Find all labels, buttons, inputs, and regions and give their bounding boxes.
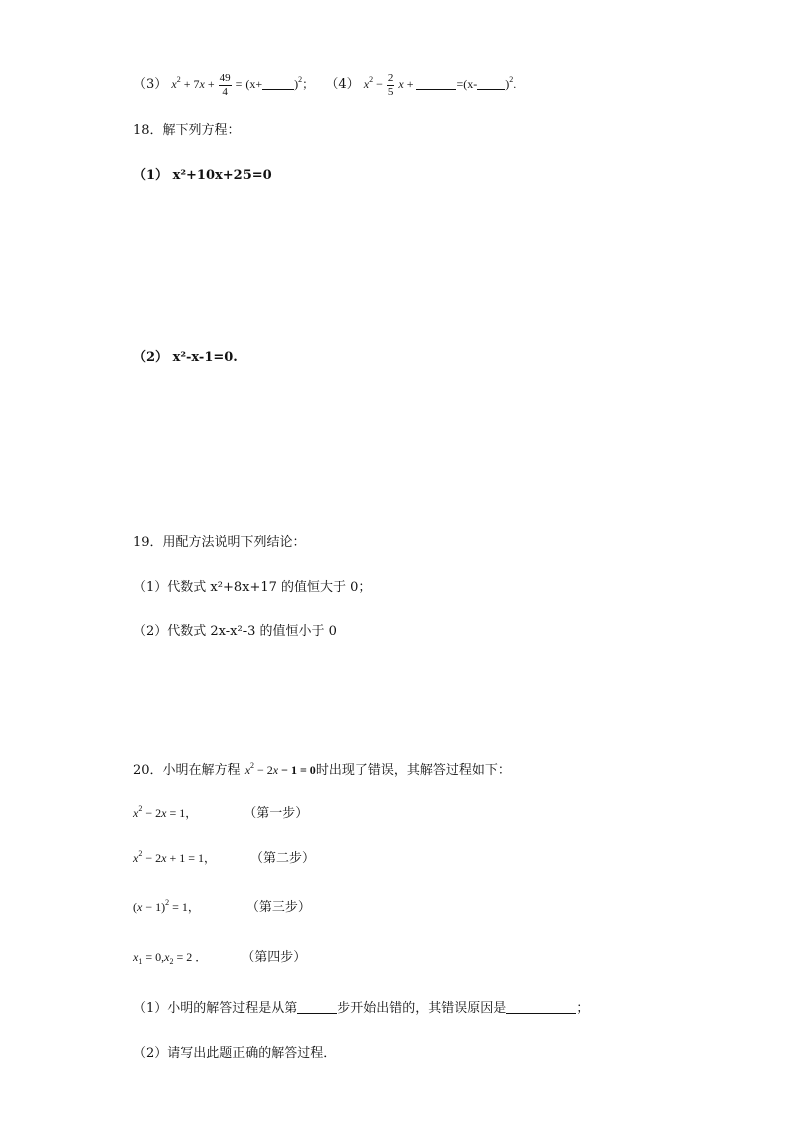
q19-title: 19．用配方法说明下列结论： [133, 535, 306, 550]
q20-step-2: $x^2 - 2x + 1 = 1$， （第二步） [133, 849, 315, 866]
q18-title: 18．解下列方程： [133, 123, 241, 138]
q19-part1: （1）代数式 x²+8x+17 的值恒大于 0； [133, 580, 372, 595]
q17-part3-blank[interactable] [262, 77, 294, 90]
q20-equation: $x^2 - 2x - 1 = 0$ [244, 761, 316, 777]
q17-part3-expression: $x^2 + 7x$ + $\frac{49}{4}$ = $(x+ )^2$； [171, 71, 315, 98]
q17-part4-blank-1[interactable] [416, 77, 456, 90]
q20-part1: （1）小明的解答过程是从第 步开始出错的，其错误原因是 ； [133, 1001, 590, 1016]
q20-step-1-note: （第一步） [243, 806, 309, 821]
q20-part1-blank-step[interactable] [297, 1001, 337, 1014]
q20-part1-blank-reason[interactable] [506, 1001, 576, 1014]
q20-step-2-note: （第二步） [249, 851, 315, 866]
q17-part4-label: （4） [325, 77, 360, 92]
q20-part2: （2）请写出此题正确的解答过程． [133, 1046, 337, 1061]
q18-part1: （1） x²+10x+25=0 [133, 168, 272, 183]
q18-part2: （2） x²-x-1=0. [133, 350, 238, 365]
q17-part4-blank-2[interactable] [477, 77, 505, 90]
q17-part4-expression: $x^2$ − $\frac{2}{5}$ x + =(x- )$^2$. [363, 71, 517, 98]
q20-step-4: $x_1 = 0,x_2 = 2$ ． （第四步） [133, 950, 307, 966]
q20-step-4-note: （第四步） [241, 950, 307, 965]
q17-part3-fraction: $\frac{49}{4}$ [219, 71, 231, 98]
q19-part2: （2）代数式 2x-x²-3 的值恒小于 0 [133, 624, 337, 639]
q20-step-1: $x^2 - 2x = 1$， （第一步） [133, 804, 309, 821]
q17-parts-3-4 [133, 71, 516, 99]
q20-step-3: $(x - 1)^2 = 1$， （第三步） [133, 898, 311, 915]
q20-step-3-note: （第三步） [245, 900, 311, 915]
q20-title: 20．小明在解方程 $x^2 - 2x - 1 = 0$时出现了错误，其解答过程如下： [133, 761, 511, 778]
q17-part4-fraction: $\frac{2}{5}$ [387, 71, 394, 98]
q17-part3-label: （3） [133, 77, 168, 92]
